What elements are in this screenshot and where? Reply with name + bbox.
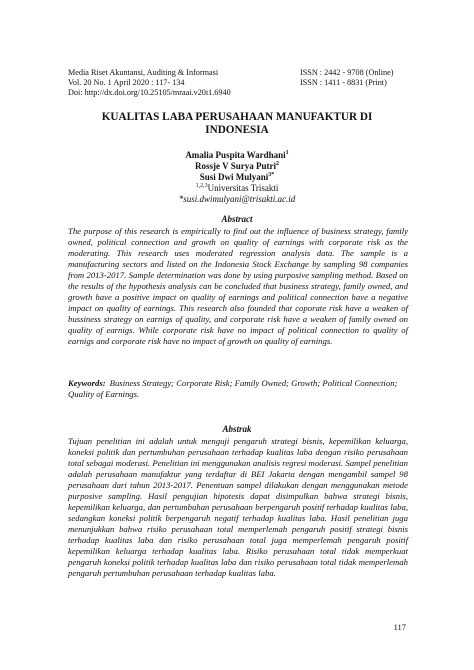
keywords-text: Business Strategy; Corporate Risk; Family Owned; Growth; Political Connection; Quality of Earnings. (68, 378, 398, 399)
abstract-heading: Abstract (221, 214, 253, 224)
issn-block (300, 68, 440, 88)
author-email[interactable]: *susi.dwimulyani@trisakti.ac.id (178, 194, 296, 204)
author-2-name: Rossje V Surya Putri (195, 161, 276, 171)
keywords-block (68, 378, 408, 400)
affiliation-name: Universitas Trisakti (207, 183, 279, 193)
abstrak-text: Tujuan penelitian ini adalah untuk menguji pengaruh strategi bisnis, kepemilikan keluarga, koneksi politik dan pertumbuhan perusahaan terhadap kualitas laba dengan risiko perusahaan total sebagai moderasi. Penelitian ini menggunakan analisis regresi moderasi. Sampel penelitian adalah perusahaan manufaktur yang terdaftar di BEI Jakarta dengan mengambil sampel 98 perusahaan dari tahun 2013-2017. Penentuan sampel dilakukan dengan menggunakan metode purposive sampling. Hasil pengujian hipotesis dapat disimpulkan bahwa strategi bisnis, kepemilikan keluarga, dan pertumbuhan perusahaan berpengaruh positif terhadap kualitas laba, sedangkan koneksi politik berpengaruh negatif terhadap kualitas laba. Hasil penelitian juga menunjukkan bahwa risiko perusahaan total memperlemah pengaruh positif strategi bisnis terhadap kualitas laba dan risiko perusahaan total juga memperlemah pengaruh positif kepemilikan keluarga terhadap kualitas laba. Risiko perusahaan total tidak memperkuat pengaruh koneksi politik terhadap kualitas laba dan risiko perusahaan total tidak memperlemah pengaruh pertumbuhan perusahaan terhadap kualitas laba. (68, 436, 408, 578)
journal-volume: Vol. 20 No. 1 April 2020 : 117- 134 (68, 78, 185, 88)
journal-doi[interactable]: Doi: http://dx.doi.org/10.25105/mraai.v20i1.6940 (68, 88, 231, 98)
author-1-name: Amalia Puspita Wardhani (185, 150, 286, 160)
title-line-2: INDONESIA (205, 124, 269, 136)
journal-name: Media Riset Akuntansi, Auditing & Informasi (68, 68, 219, 77)
title-line-1: KUALITAS LABA PERUSAHAAN MANUFAKTUR DI (101, 111, 373, 123)
keywords-label: Keywords: (68, 378, 106, 388)
author-2-sup: 2 (275, 161, 279, 167)
author-block (60, 150, 414, 205)
affiliation (60, 183, 414, 194)
journal-header (68, 68, 288, 99)
abstrak-heading: Abstrak (222, 424, 252, 434)
issn-print: ISSN : 1411 - 8831 (Print) (300, 78, 387, 88)
affiliation-sup: 1,2,3 (195, 183, 208, 189)
author-3-name: Susi Dwi Mulyani (199, 172, 269, 182)
issn-online: ISSN : 2442 - 9708 (Online) (300, 68, 394, 77)
author-2 (60, 161, 414, 172)
author-3-sup: 3* (268, 172, 275, 178)
abstract-text: The purpose of this research is empirically to find out the influence of business strategy, family owned, political connection and growth on quality of earnings with corporate risk as the moderating. This research uses moderated regression analysis data. The sample is a manufacturing sectors and listed on the Indonesia Stock Exchange by sampling 98 companies from 2013-2017. Sample determination was done by using purposive sampling method. Based on the results of the hypothesis analysis can be concluded that business strategy, family owned, and growth have a positive impact on quality of earnings and political connection have a negative impact on quality of earnings. This research also founded that coporate risk have a weaken of bussiness strategy on earnigs of quality, and corporate risk have a weaken of family owned on quality of earnigs. While corporate risk have no impact of political connection to quality of earnigs and corporate risk have no impact of growth on quality of earnings. (68, 226, 408, 346)
author-1-sup: 1 (285, 150, 289, 156)
paper-title (60, 111, 414, 137)
author-3 (60, 172, 414, 183)
author-1 (60, 150, 414, 161)
page-number: 117 (393, 622, 406, 632)
